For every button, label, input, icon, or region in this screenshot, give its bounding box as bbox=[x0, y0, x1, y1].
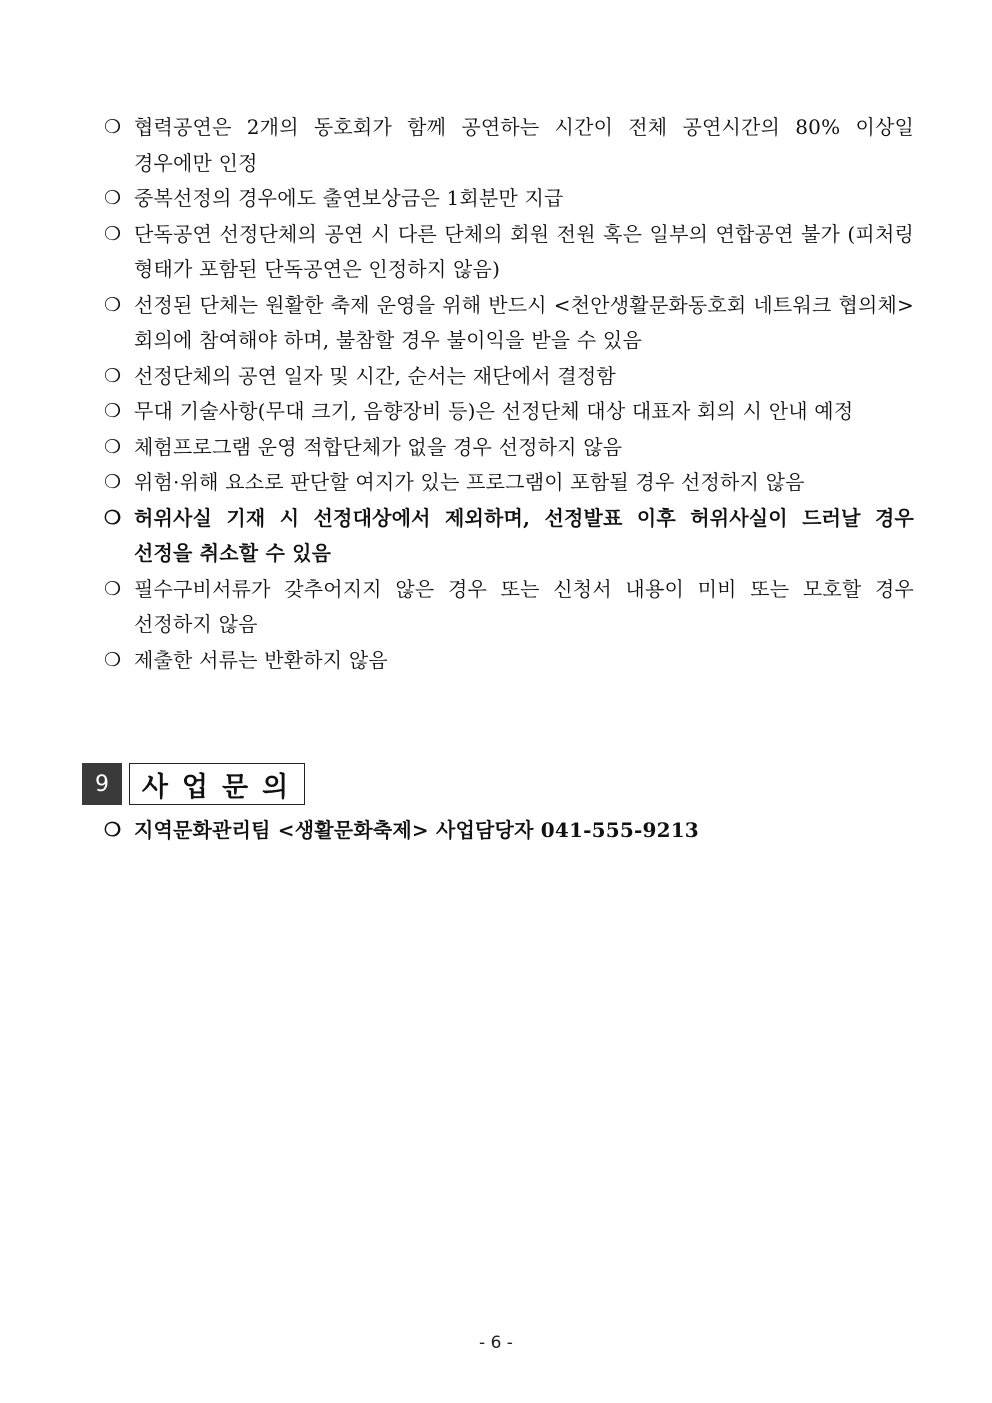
contact-text: 지역문화관리팀 <생활문화축제> 사업담당자 041-555-9213 bbox=[134, 818, 699, 842]
list-item-text: 선정된 단체는 원활한 축제 운영을 위해 반드시 <천안생활문화동호회 네트워크 협의체>회의에 참여해야 하며, 불참할 경우 불이익을 받을 수 있음 bbox=[134, 292, 914, 352]
section-spacer bbox=[122, 763, 129, 805]
list-item-text: 체험프로그램 운영 적합단체가 없을 경우 선정하지 않음 bbox=[134, 434, 623, 459]
list-item bbox=[104, 110, 914, 181]
list-item-emphasis bbox=[104, 501, 914, 572]
circle-bullet-icon: ❍ bbox=[104, 648, 122, 671]
circle-bullet-icon: ❍ bbox=[104, 364, 122, 387]
circle-bullet-icon: ❍ bbox=[104, 187, 122, 209]
list-item-text: 위험·위해 요소로 판단할 여지가 있는 프로그램이 포함될 경우 선정하지 않음 bbox=[134, 470, 805, 494]
circle-bullet-icon: ❍ bbox=[104, 506, 122, 529]
contact-item bbox=[104, 813, 914, 849]
circle-bullet-icon: ❍ bbox=[104, 400, 122, 422]
list-item-text: 허위사실 기재 시 선정대상에서 제외하며, 선정발표 이후 허위사실이 드러날 경우 선정을 취소할 수 있음 bbox=[134, 505, 914, 565]
section-number: 9 bbox=[82, 763, 122, 805]
circle-bullet-icon: ❍ bbox=[104, 116, 122, 138]
list-item bbox=[104, 181, 914, 217]
list-item bbox=[104, 217, 914, 288]
list-item bbox=[104, 359, 914, 395]
circle-bullet-icon: ❍ bbox=[104, 293, 122, 316]
list-item bbox=[104, 394, 914, 430]
notes-list bbox=[104, 110, 914, 678]
circle-bullet-icon: ❍ bbox=[104, 435, 122, 458]
list-item-text: 단독공연 선정단체의 공연 시 다른 단체의 회원 전원 혹은 일부의 연합공연 불가 (피처링 형태가 포함된 단독공연은 인정하지 않음) bbox=[134, 221, 914, 281]
section-heading bbox=[82, 763, 305, 805]
circle-bullet-icon: ❍ bbox=[104, 819, 122, 841]
section-title: 사업문의 bbox=[129, 763, 305, 805]
circle-bullet-icon: ❍ bbox=[104, 577, 122, 600]
list-item-text: 무대 기술사항(무대 크기, 음향장비 등)은 선정단체 대상 대표자 회의 시 안내 예정 bbox=[134, 399, 854, 423]
page-number: - 6 - bbox=[479, 1333, 513, 1353]
circle-bullet-icon: ❍ bbox=[104, 471, 122, 493]
list-item-text: 제출한 서류는 반환하지 않음 bbox=[134, 647, 388, 672]
list-item bbox=[104, 288, 914, 359]
list-item-text: 필수구비서류가 갖추어지지 않은 경우 또는 신청서 내용이 미비 또는 모호할 경우 선정하지 않음 bbox=[134, 576, 914, 636]
list-item bbox=[104, 430, 914, 466]
contact-info bbox=[104, 813, 914, 849]
list-item bbox=[104, 465, 914, 501]
list-item-text: 협력공연은 2개의 동호회가 함께 공연하는 시간이 전체 공연시간의 80% 이상일 경우에만 인정 bbox=[134, 115, 914, 175]
circle-bullet-icon: ❍ bbox=[104, 222, 122, 245]
list-item-text: 선정단체의 공연 일자 및 시간, 순서는 재단에서 결정함 bbox=[134, 363, 616, 388]
list-item bbox=[104, 643, 914, 679]
list-item bbox=[104, 572, 914, 643]
list-item-text: 중복선정의 경우에도 출연보상금은 1회분만 지급 bbox=[134, 186, 564, 210]
